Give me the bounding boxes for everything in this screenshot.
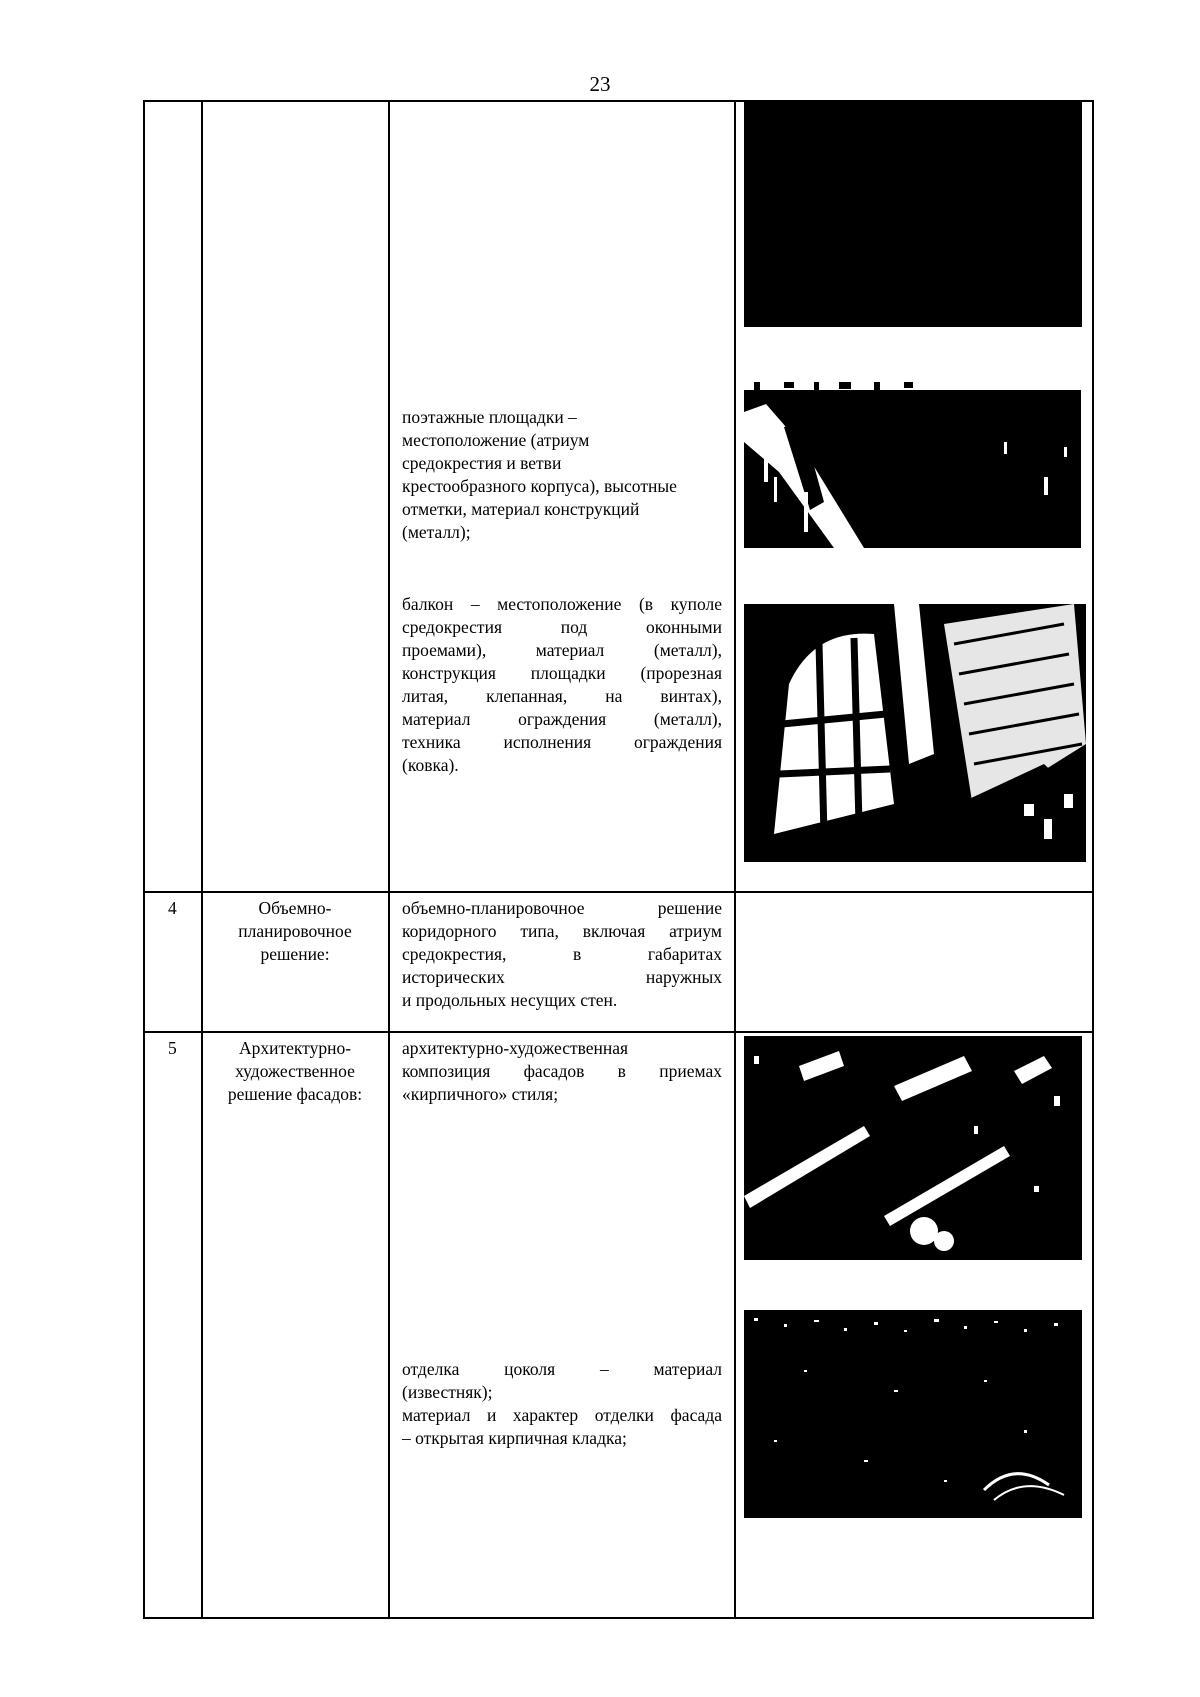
text-line: литая, клепанная, на винтах),: [402, 686, 722, 706]
text-line: техника исполнения ограждения: [402, 732, 722, 752]
text-line: местоположение (атриум: [402, 430, 590, 450]
text-line: объемно-планировочное решение: [402, 898, 722, 918]
text-line: поэтажные площадки –: [402, 407, 577, 427]
facade-composition-description: [402, 1037, 722, 1106]
table-border-left: [143, 101, 145, 1618]
photo-balcony-window-svg: [744, 604, 1086, 862]
text-line: (ковка).: [402, 755, 459, 775]
table-divider-col1: [201, 101, 203, 1618]
photo-facade-composition-svg: [744, 1036, 1082, 1260]
plinth-finish-description: [402, 1358, 722, 1450]
text-line: коридорного типа, включая атриум: [402, 921, 722, 941]
text-line: планировочное: [238, 921, 352, 941]
text-line: материал и характер отделки фасада: [402, 1405, 722, 1425]
text-line: решение фасадов:: [227, 1084, 363, 1104]
text-line: исторических наружных: [402, 967, 722, 987]
photo-facade-composition: [744, 1036, 1082, 1260]
text-line: «кирпичного» стиля;: [402, 1084, 559, 1104]
floor-platforms-description: [402, 406, 722, 544]
photo-floor-platforms: [744, 382, 1081, 548]
photo-balcony-window: [744, 604, 1086, 862]
text-line: средокрестия под оконными: [402, 617, 722, 637]
text-line: композиция фасадов в приемах: [402, 1061, 722, 1081]
photo-brick-facade-svg: [744, 1310, 1082, 1518]
text-line: крестообразного корпуса), высотные: [402, 476, 677, 496]
text-line: Архитектурно-: [238, 1038, 352, 1058]
text-line: архитектурно-художественная: [402, 1038, 629, 1058]
row5-number: 5: [168, 1038, 177, 1058]
row-divider-4: [143, 891, 1094, 893]
photo-brick-facade: [744, 1310, 1082, 1518]
text-line: средокрестия, в габаритах: [402, 944, 722, 964]
text-line: материал ограждения (металл),: [402, 709, 722, 729]
table-border-right: [1092, 101, 1094, 1618]
text-line: конструкция площадки (прорезная: [402, 663, 722, 683]
row4-name: [205, 897, 385, 966]
page-number: 23: [589, 72, 611, 96]
text-line: отделка цоколя – материал: [402, 1359, 722, 1379]
row-divider-5: [143, 1031, 1094, 1033]
text-line: Объемно-: [258, 898, 332, 918]
table-border-bottom: [143, 1617, 1094, 1619]
table-divider-col3: [734, 101, 736, 1618]
text-line: художественное: [235, 1061, 355, 1081]
text-line: балкон – местоположение (в куполе: [402, 594, 722, 614]
text-line: и продольных несущих стен.: [402, 990, 618, 1010]
text-line: (известняк);: [402, 1382, 493, 1402]
row4-number: 4: [168, 898, 177, 918]
table-divider-col2: [388, 101, 390, 1618]
text-line: проемами), материал (металл),: [402, 640, 722, 660]
text-line: отметки, материал конструкций: [402, 499, 640, 519]
text-line: – открытая кирпичная кладка;: [402, 1428, 627, 1448]
photo-floor-platforms-svg: [744, 382, 1081, 548]
text-line: средокрестия и ветви: [402, 453, 562, 473]
row5-name: [205, 1037, 385, 1106]
text-line: решение:: [260, 944, 330, 964]
photo-top-dark: [744, 101, 1082, 327]
balcony-description: [402, 593, 722, 777]
text-line: (металл);: [402, 522, 471, 542]
row4-description: [402, 897, 722, 1012]
